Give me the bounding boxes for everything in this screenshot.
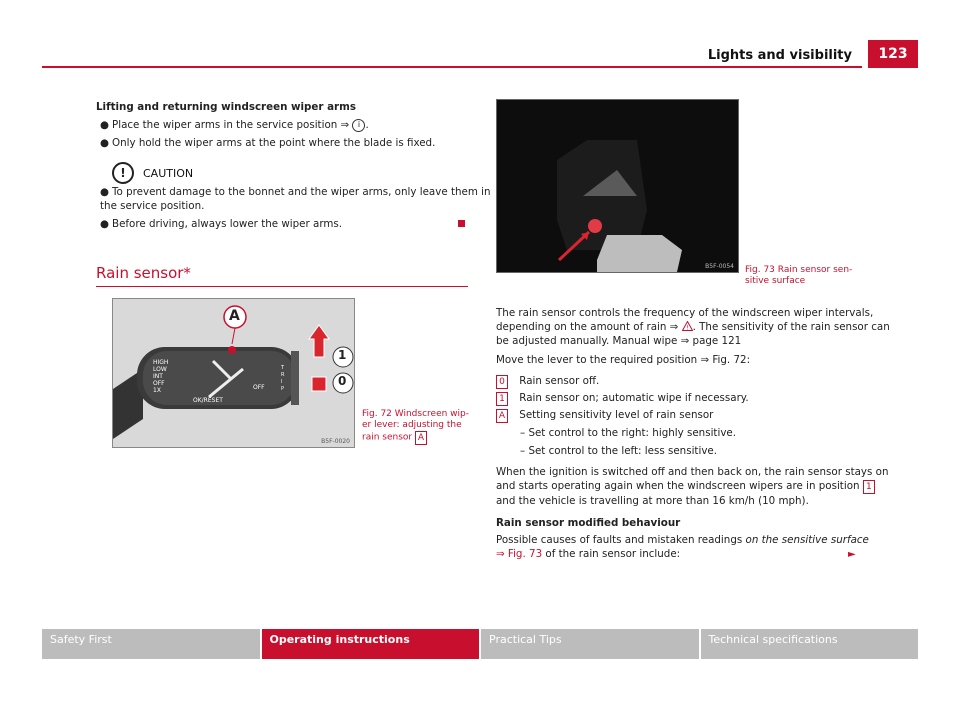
rain-sensor-illustration [497,100,738,272]
page-number: 123 [868,40,918,68]
header-rule [42,66,862,68]
list-item: A Setting sensitivity level of rain sensor [496,408,713,423]
label-a: A [229,308,240,324]
key-a: A [415,431,427,445]
lever-ok-reset: OK/RESET [193,397,223,404]
list-item: 1 Rain sensor on; automatic wipe if necessary. [496,391,749,406]
figure-code: B5F-0054 [705,263,734,270]
figure-72 [112,298,355,448]
section-rule [96,286,468,287]
key-1: 1 [863,480,875,494]
bullet-hold-arms: ● Only hold the wiper arms at the point where the blade is fixed. [100,137,436,149]
section-title-rain-sensor: Rain sensor* [96,264,191,282]
lever-off: OFF [253,384,265,391]
figure-code: B5F-0020 [321,438,350,445]
figure-73 [496,99,739,273]
lever-trip: T R I P [281,365,285,392]
para-causes: Possible causes of faults and mistaken readings on the sensitive surface ⇒ Fig. 73 of the rain sensor include: [496,534,869,560]
footer-nav [42,629,918,659]
key-a: A [496,409,508,423]
info-icon: i [352,119,365,132]
tab-practical-tips[interactable]: Practical Tips [481,629,699,659]
end-marker [458,220,465,227]
heading-modified-behaviour: Rain sensor modified behaviour [496,517,681,529]
caution-label: CAUTION [143,167,194,180]
fig73-caption: Fig. 73 Rain sensor sen- sitive surface [745,265,853,286]
caution-bullet-2: ● Before driving, always lower the wiper arms. [100,218,343,230]
lever-speed-labels: HIGH LOW INT OFF 1X [153,359,169,394]
tab-operating-instructions[interactable]: Operating instructions [262,629,480,659]
key-1: 1 [496,392,508,406]
sub-item-left: – Set control to the left: less sensitive. [520,445,718,457]
caution-bullet-1-cont: the service position. [100,200,205,212]
list-item: 0 Rain sensor off. [496,374,599,389]
warning-icon [682,321,693,331]
heading-lifting-wipers: Lifting and returning windscreen wiper arms [96,101,356,113]
svg-text:!: ! [685,324,689,331]
header-title: Lights and visibility [707,48,852,63]
caution-bullet-1: ● To prevent damage to the bonnet and the wiper arms, only leave them in [100,186,491,198]
tab-technical-specifications[interactable]: Technical specifications [701,629,919,659]
sub-item-right: – Set control to the right: highly sensitive. [520,427,737,439]
label-0: 0 [338,374,347,388]
caution-icon: ! [112,162,134,184]
bullet-service-position: ● Place the wiper arms in the service position ⇒ i . [100,119,369,131]
para-rain-sensor-1: The rain sensor controls the frequency of the windscreen wiper intervals, depending on the amount of rain ⇒ ! . The sensitivity of the rain sensor can be adjusted manually. Manual wipe ⇒ page 121 [496,307,890,347]
label-1: 1 [338,348,347,362]
continue-arrow-icon: ► [848,549,856,560]
move-lever-text: Move the lever to the required position ⇒ Fig. 72: [496,354,751,366]
para-ignition: When the ignition is switched off and then back on, the rain sensor stays on and starts operating again when the windscreen wipers are in position 1 and the vehicle is travelling at more than 16 km/h (10 mph). [496,466,889,507]
tab-safety-first[interactable]: Safety First [42,629,260,659]
fig72-caption: Fig. 72 Windscreen wip- er lever: adjusting the rain sensor A [362,409,469,445]
key-0: 0 [496,375,508,389]
